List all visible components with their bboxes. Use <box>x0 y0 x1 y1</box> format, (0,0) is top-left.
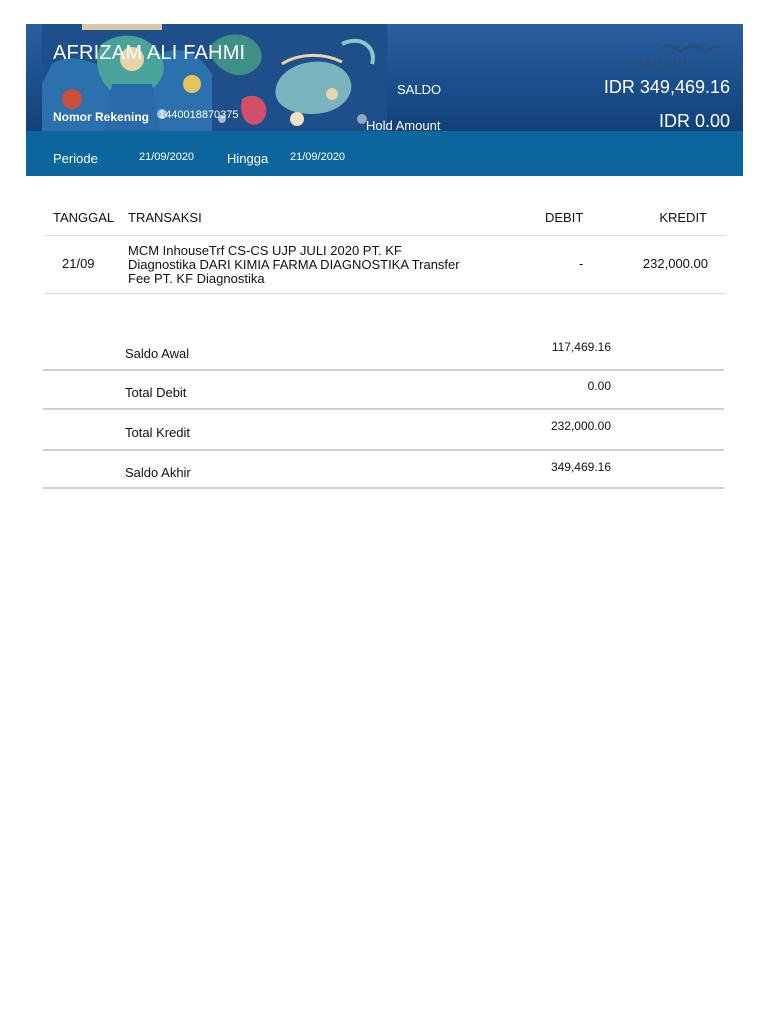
account-number: 1440018870375 <box>159 109 239 121</box>
statement-header <box>26 24 743 131</box>
mandiri-logo-text: mandiri <box>628 54 688 72</box>
column-header-debit: DEBIT <box>545 210 584 225</box>
transaction-debit: - <box>579 256 584 271</box>
column-header-transaction: TRANSAKSI <box>128 210 202 225</box>
summary-divider <box>43 487 724 489</box>
period-bar <box>26 131 743 176</box>
hold-amount-label: Hold Amount <box>366 118 441 131</box>
summary-value-saldo-awal: 117,469.16 <box>551 340 611 354</box>
transaction-date: 21/09 <box>62 256 95 271</box>
account-number-label: Nomor Rekening <box>53 110 150 124</box>
summary-value-saldo-akhir: 349,469.16 <box>550 460 611 474</box>
transaction-credit: 232,000.00 <box>642 256 708 271</box>
period-from-label: Periode <box>53 151 98 166</box>
summary-label-total-kredit: Total Kredit <box>125 425 191 440</box>
summary-label-total-debit: Total Debit <box>125 385 187 400</box>
summary-divider <box>43 369 724 371</box>
table-header-divider <box>45 235 726 236</box>
period-to-label: Hingga <box>227 151 269 166</box>
column-header-date: TANGGAL <box>53 210 115 225</box>
saldo-label: SALDO <box>397 82 442 97</box>
summary-label-saldo-awal: Saldo Awal <box>125 346 190 361</box>
period-to-date: 21/09/2020 <box>290 151 346 163</box>
saldo-value: IDR 349,469.16 <box>603 77 730 97</box>
summary-divider <box>43 449 724 451</box>
summary-label-saldo-akhir: Saldo Akhir <box>125 465 191 480</box>
account-holder-name: AFRIZAM ALI FAHMI <box>53 42 246 64</box>
summary-value-total-kredit: 232,000.00 <box>550 419 611 433</box>
table-row-divider <box>45 293 726 294</box>
transaction-description: MCM InhouseTrf CS-CS UJP JULI 2020 PT. KF Diagnostika DARI KIMIA FARMA DIAGNOSTIKA Transfer Fee PT. KF Diagnostika <box>128 243 460 286</box>
summary-divider <box>43 408 724 410</box>
column-header-credit: KREDIT <box>659 210 707 225</box>
period-from-date: 21/09/2020 <box>139 151 195 163</box>
mandiri-logo <box>626 40 726 72</box>
hold-amount-value: IDR 0.00 <box>658 111 730 131</box>
summary-value-total-debit: 0.00 <box>587 379 611 393</box>
